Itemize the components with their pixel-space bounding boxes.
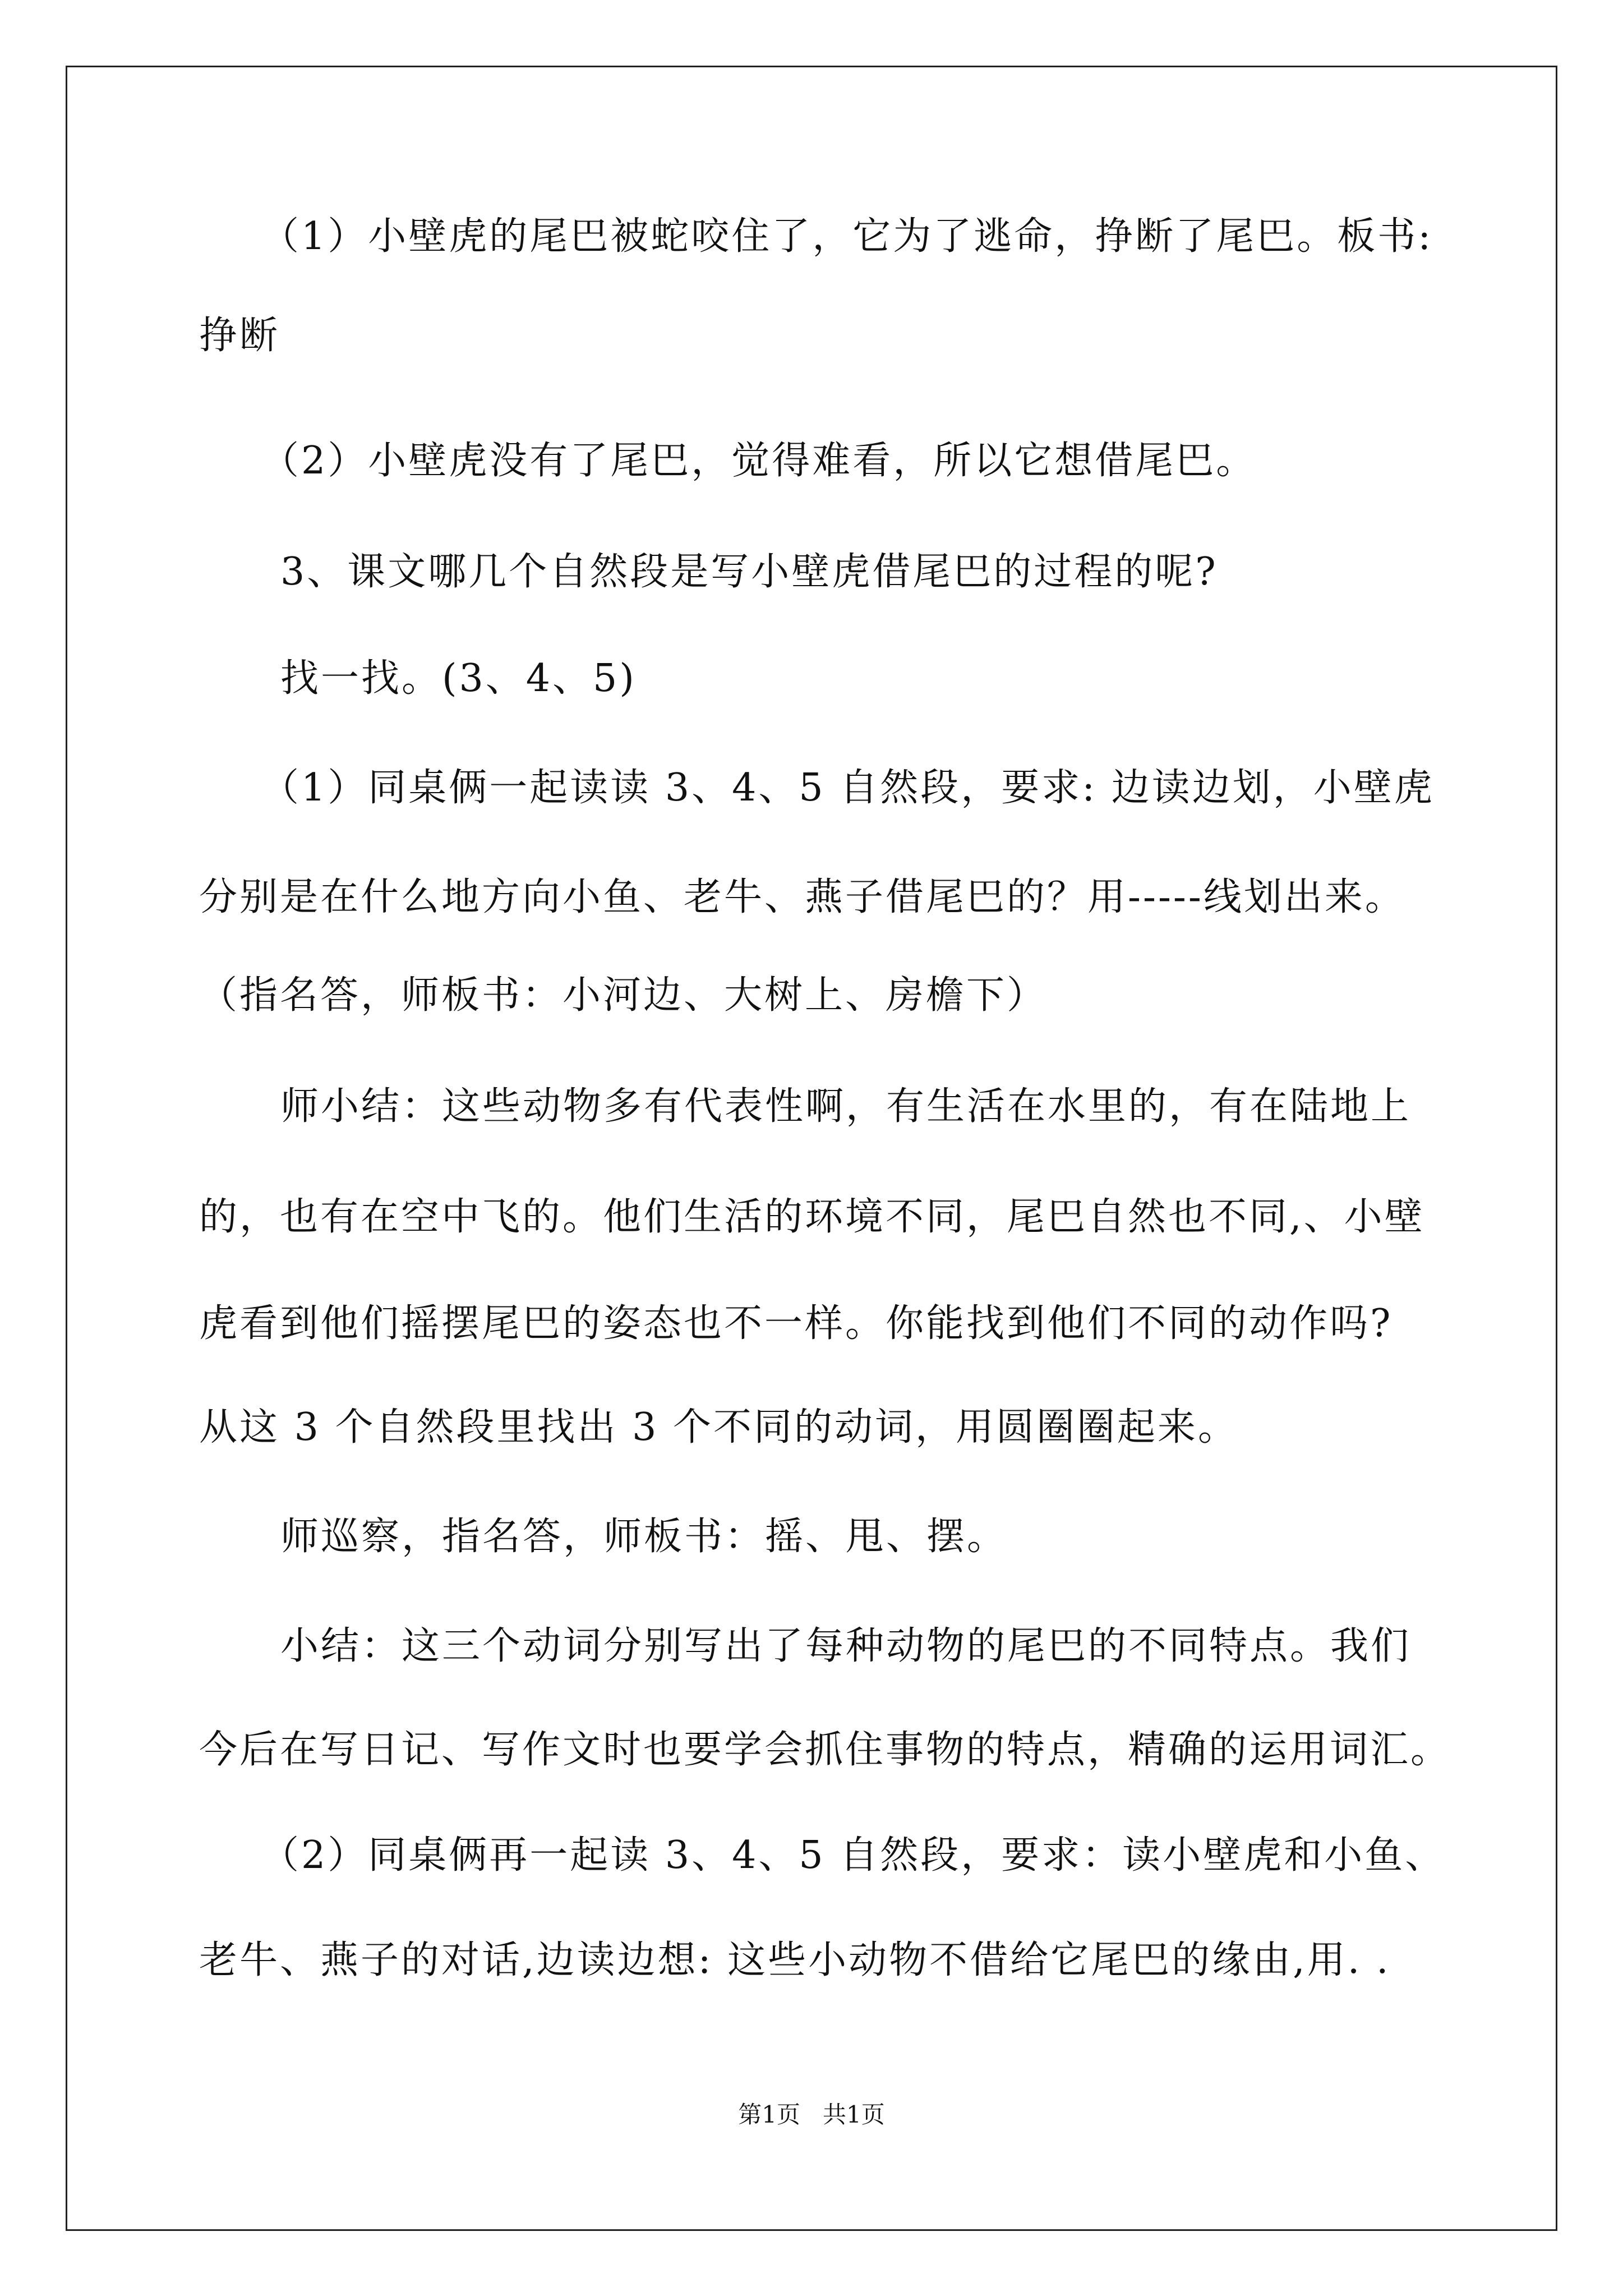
page-border [66, 66, 1557, 2231]
page-total: 共1页 [823, 2101, 885, 2128]
paragraph-line: （1）同桌俩一起读读 3、4、5 自然段，要求: 边读边划，小壁虎 [261, 766, 1435, 810]
paragraph-line: 找一找。(3、4、5) [280, 656, 637, 701]
paragraph-line: 虎看到他们摇摆尾巴的姿态也不一样。你能找到他们不同的动作吗? [199, 1301, 1393, 1346]
paragraph-line: 从这 3 个自然段里找出 3 个不同的动词，用圆圈圈起来。 [199, 1405, 1238, 1450]
paragraph-line: 老牛、燕子的对话,边读边想: 这些小动物不借给它尾巴的缘由,用. . [199, 1938, 1391, 1982]
paragraph-line: （2）小壁虎没有了尾巴，觉得难看，所以它想借尾巴。 [261, 439, 1257, 483]
paragraph-line: 师小结：这些动物多有代表性啊，有生活在水里的，有在陆地上 [280, 1084, 1412, 1129]
paragraph-line: 今后在写日记、写作文时也要学会抓住事物的特点，精确的运用词汇。 [199, 1728, 1451, 1772]
paragraph-line: 小结：这三个动词分别写出了每种动物的尾巴的不同特点。我们 [280, 1624, 1412, 1668]
page-footer [0, 2101, 1623, 2129]
paragraph-line: 分别是在什么地方向小鱼、老牛、燕子借尾巴的？用-----线划出来。 [199, 875, 1405, 919]
paragraph-line: （指名答，师板书：小河边、大树上、房檐下） [199, 973, 1048, 1018]
paragraph-line: 3、课文哪几个自然段是写小壁虎借尾巴的过程的呢? [280, 550, 1218, 594]
paragraph-line: （1）小壁虎的尾巴被蛇咬住了，它为了逃命，挣断了尾巴。板书: [261, 214, 1433, 259]
paragraph-line: 挣断 [199, 314, 280, 358]
page-number: 第1页 [738, 2101, 800, 2128]
paragraph-line: 的，也有在空中飞的。他们生活的环境不同，尾巴自然也不同,、小壁 [199, 1195, 1425, 1239]
paragraph-line: （2）同桌俩再一起读 3、4、5 自然段，要求：读小壁虎和小鱼、 [261, 1833, 1446, 1878]
paragraph-line: 师巡察，指名答，师板书：摇、甩、摆。 [280, 1515, 1008, 1559]
